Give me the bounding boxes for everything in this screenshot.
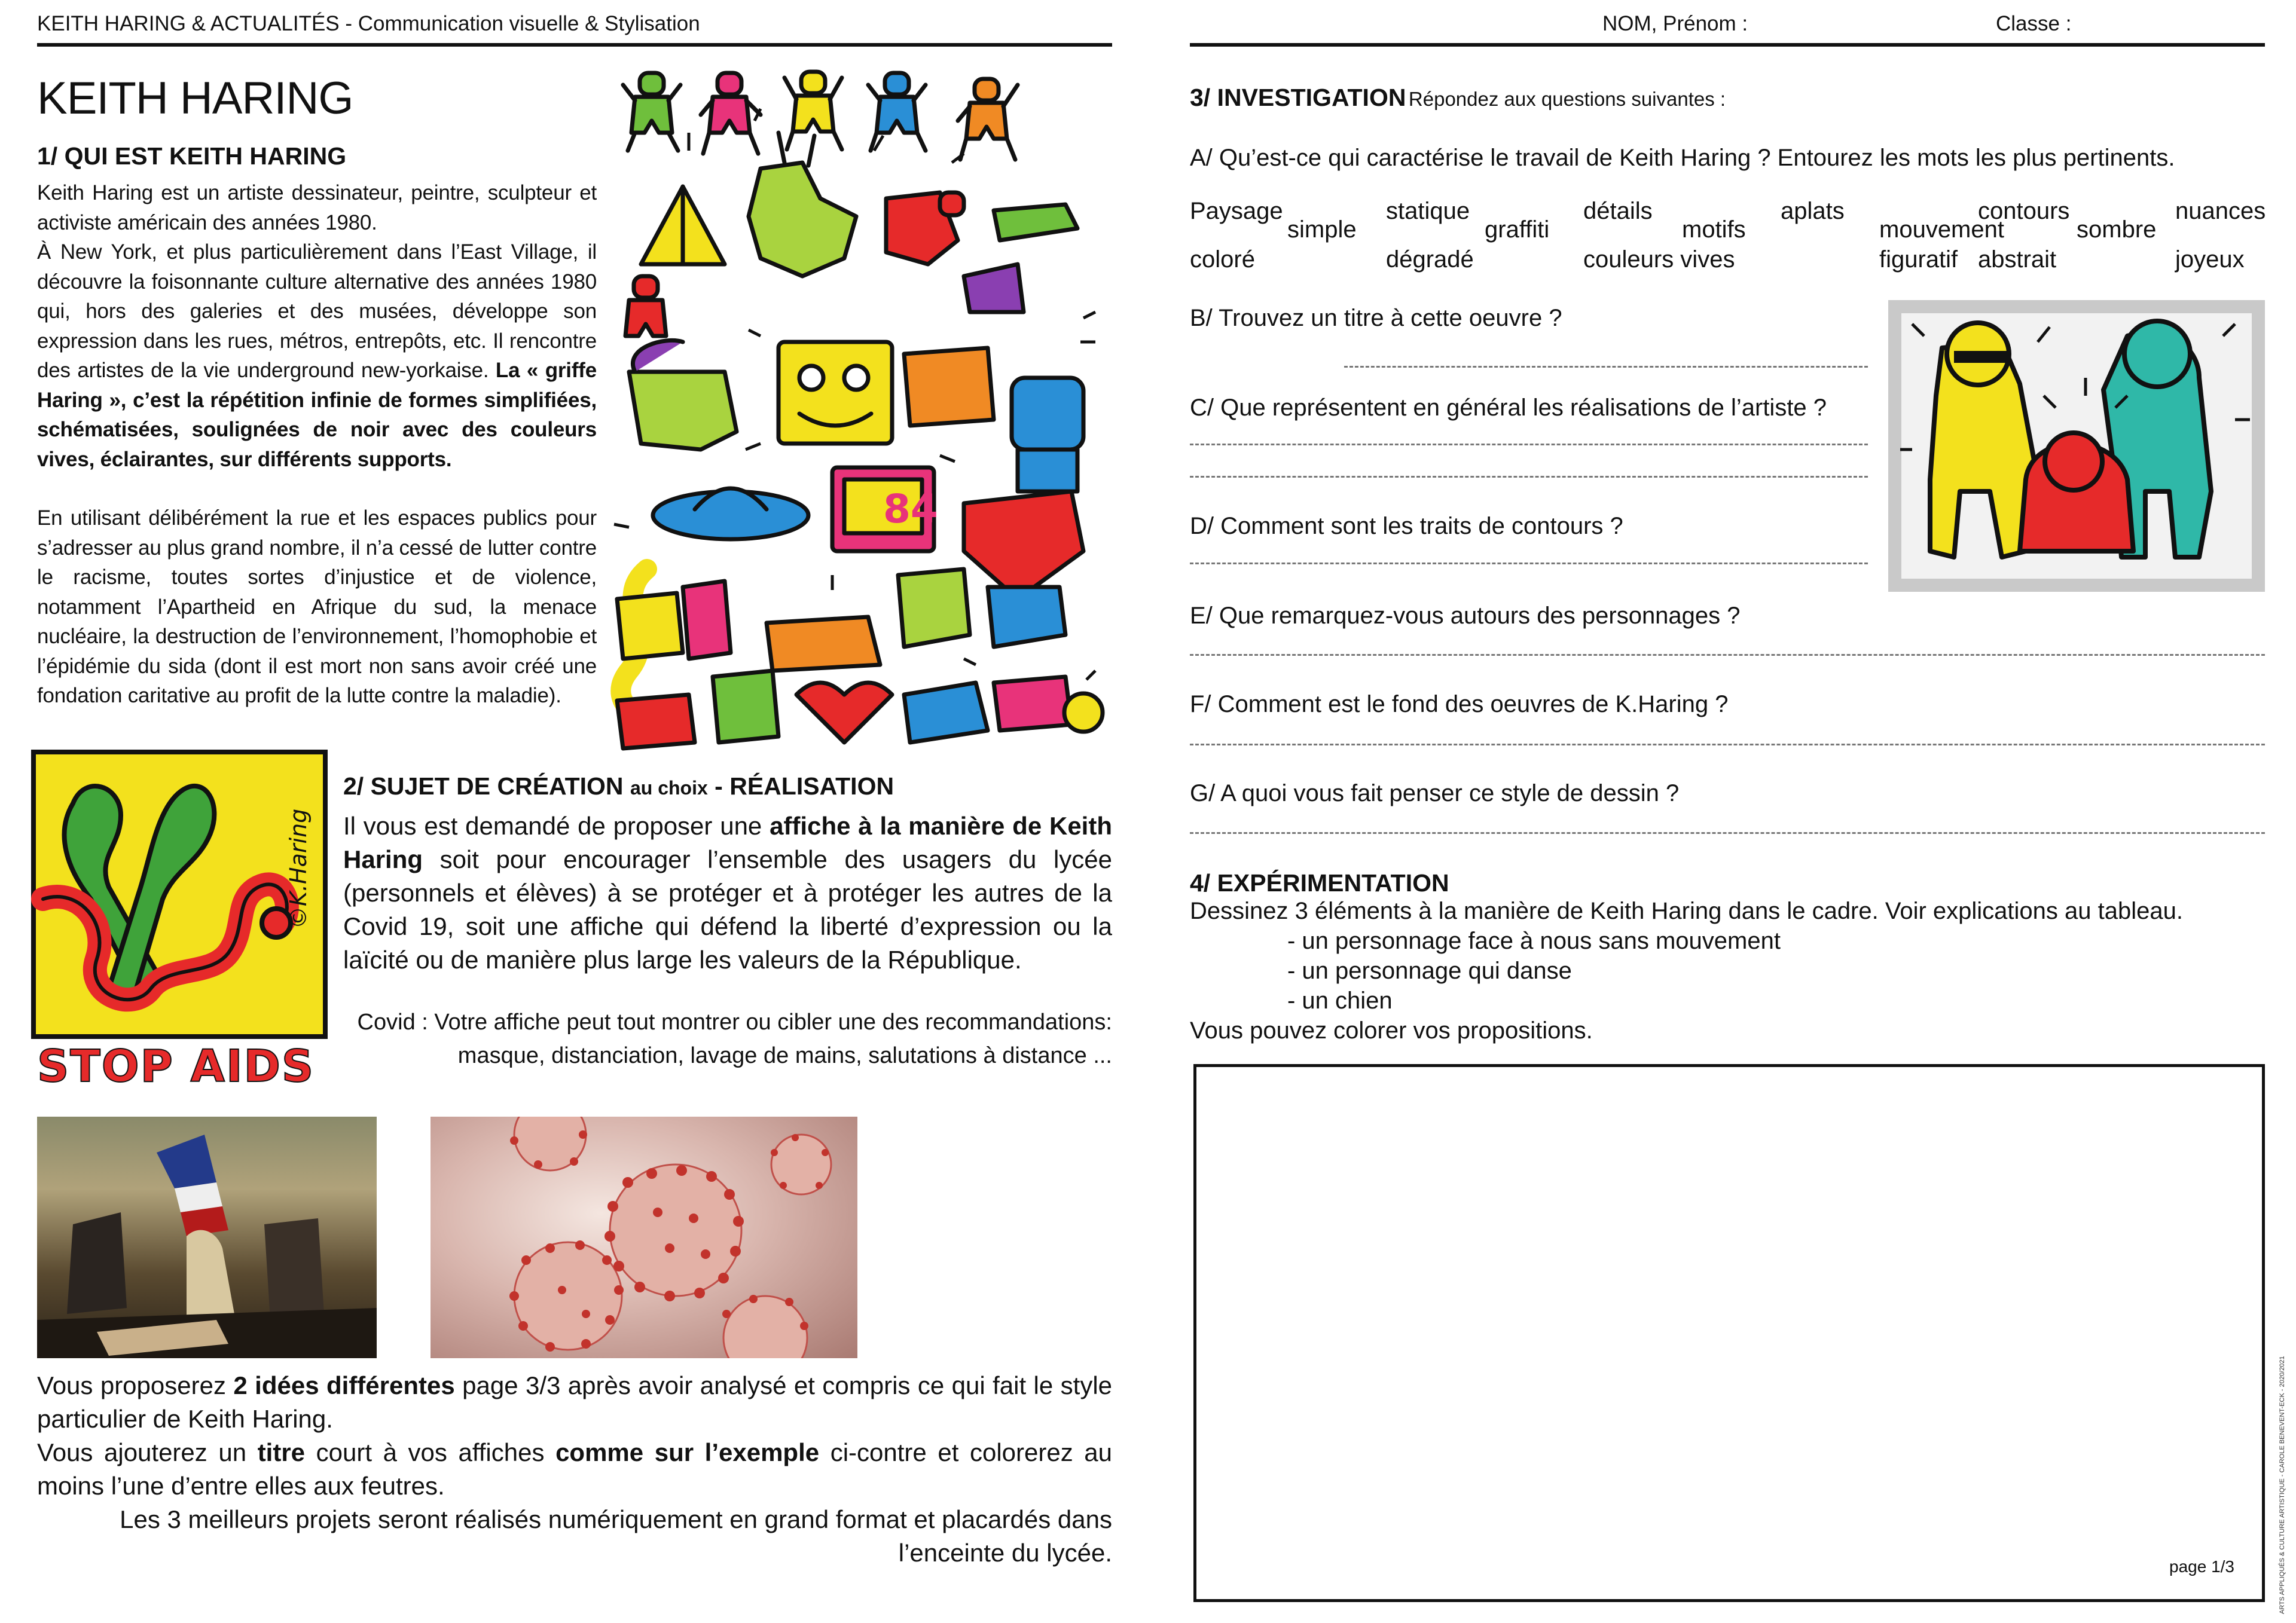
s2-b3: Les 3 meilleurs projets seront réalisés numériquement en grand format et placardés dans l’enceinte du lycée. xyxy=(120,1505,1112,1567)
stop-aids-svg xyxy=(31,750,328,1090)
section1-p1: Keith Haring est un artiste dessinateur, peintre, sculpteur et activiste américain des années 1980. xyxy=(37,181,597,234)
s2b2-a: Vous ajouterez un xyxy=(37,1438,258,1466)
word-sombre[interactable]: sombre xyxy=(2077,216,2157,243)
s2b2-e: ci-contre et colorerez au moins l’une d’entre elles aux feutres. xyxy=(37,1438,1113,1500)
word-contours[interactable]: contours xyxy=(1978,198,2070,224)
answer-line-g[interactable] xyxy=(1190,832,2265,834)
word-colore[interactable]: coloré xyxy=(1190,246,1255,273)
word-degrade[interactable]: dégradé xyxy=(1386,246,1474,273)
section4-outro: Vous pouvez colorer vos propositions. xyxy=(1190,1017,1593,1044)
section4-item-1: - un personnage face à nous sans mouvement xyxy=(1287,928,1781,954)
section1-heading: 1/ QUI EST KEITH HARING xyxy=(37,142,347,170)
section2-heading-tail: - RÉALISATION xyxy=(715,772,894,800)
s2-b1 xyxy=(37,1369,1112,1436)
section1-text xyxy=(37,178,597,711)
haring-collage-svg xyxy=(605,61,1115,753)
right-header-rule xyxy=(1190,43,2265,47)
section4-item-3: - un chien xyxy=(1287,988,1393,1014)
word-joyeux[interactable]: joyeux xyxy=(2175,246,2245,273)
liberty-painting-svg xyxy=(37,1117,377,1358)
answer-line-c2[interactable] xyxy=(1190,476,1868,478)
left-header-rule xyxy=(37,43,1112,47)
word-statique[interactable]: statique xyxy=(1386,198,1470,224)
s2b1-a: Vous proposerez xyxy=(37,1371,234,1399)
section2-heading xyxy=(343,771,894,803)
section1-p2 xyxy=(37,237,597,474)
question-g: G/ A quoi vous fait penser ce style de dessin ? xyxy=(1190,780,1680,806)
page-title: KEITH HARING xyxy=(37,73,353,124)
coronavirus-svg xyxy=(430,1117,857,1358)
s2-b2 xyxy=(37,1436,1112,1503)
covid-note: Covid : Votre affiche peut tout montrer ou cibler une des recommandations: masque, distanciation, lavage de mains, salutations à distance ... xyxy=(357,1010,1112,1068)
name-label: NOM, Prénom : xyxy=(1602,12,1748,35)
section1-p2-text: À New York, et plus particulièrement dans l’East Village, il découvre la foisonnante culture alternative des années 1980 qui, hors des galeries et des musées, développe son expression dans les rues, métros, entrepôts, etc. Il rencontre des artistes de la vie underground new-yorkaise. xyxy=(37,240,597,382)
word-mouvement[interactable]: mouvement xyxy=(1879,216,2004,243)
section4-intro: Dessinez 3 éléments à la manière de Keith Haring dans le cadre. Voir explications au tableau. xyxy=(1190,898,2183,924)
word-graffiti[interactable]: graffiti xyxy=(1485,216,1550,243)
s2p1-a: Il vous est demandé de proposer une xyxy=(343,812,770,840)
section2-bottom-text xyxy=(37,1369,1112,1570)
s2p1-c: soit pour encourager l’ensemble des usagers du lycée (personnels et élèves) à se protéger et à protéger les autres de la Covid 19, soit une affiche qui défend la liberté d’expression ou la laïcité ou de manière plus large les valeurs de la République. xyxy=(343,845,1112,974)
haring-collage-image xyxy=(605,61,1115,753)
drawing-frame[interactable] xyxy=(1193,1064,2265,1602)
class-label: Classe : xyxy=(1996,12,2072,35)
section4-item-2: - un personnage qui danse xyxy=(1287,958,1572,984)
section4-heading: 4/ EXPÉRIMENTATION xyxy=(1190,869,1449,897)
s2b2-b: titre xyxy=(257,1438,306,1466)
question-f: F/ Comment est le fond des oeuvres de K.Haring ? xyxy=(1190,691,1729,717)
stop-aids-poster xyxy=(31,750,328,1090)
credit-vertical: ARTS APPLIQUÉS & CULTURE ARTISTIQUE - CAROLE BENEVENT-ECK - 2020/2021 xyxy=(2279,1356,2286,1614)
s3-heading-main: 3/ INVESTIGATION xyxy=(1190,84,1406,111)
answer-line-c1[interactable] xyxy=(1190,444,1868,445)
s2b1-c: page 3/3 après avoir analysé et compris ce qui fait le style particulier de Keith Haring. xyxy=(37,1371,1113,1433)
collage-badge-text: 84 xyxy=(883,486,938,532)
word-figuratif[interactable]: figuratif xyxy=(1879,246,1958,273)
question-e: E/ Que remarquez-vous autours des personnages ? xyxy=(1190,603,1741,629)
answer-line-e[interactable] xyxy=(1190,654,2265,656)
word-nuances[interactable]: nuances xyxy=(2175,198,2266,224)
section2-heading-main: 2/ SUJET DE CRÉATION xyxy=(343,772,624,800)
word-motifs[interactable]: motifs xyxy=(1682,216,1746,243)
question-b: B/ Trouvez un titre à cette oeuvre ? xyxy=(1190,305,1562,331)
left-header: KEITH HARING & ACTUALITÉS - Communication visuelle & Stylisation xyxy=(37,12,700,35)
poster-signature: ©K.Haring xyxy=(285,808,312,929)
question-a: A/ Qu’est-ce qui caractérise le travail de Keith Haring ? Entourez les mots les plus pertinents. xyxy=(1190,145,2175,171)
section2-heading-small: au choix xyxy=(630,777,708,799)
section2-p1 xyxy=(343,809,1112,977)
section1-p3: En utilisant délibérément la rue et les espaces publics pour s’adresser au plus grand nombre, il n’a cessé de lutter contre le racisme, toutes sortes d’injustice et de violence, notamment l’Apartheid en Afrique du sud, la menace nucléaire, la destruction de l’environnement, l’homophobie et l’épidémie du sida (dont il est mort non sans avoir créé une fondation caritative au profit de la lutte contre la maladie). xyxy=(37,506,597,707)
word-abstrait[interactable]: abstrait xyxy=(1978,246,2057,273)
word-details[interactable]: détails xyxy=(1583,198,1653,224)
s2b1-b: 2 idées différentes xyxy=(233,1371,455,1399)
section3-heading xyxy=(1190,82,1726,112)
coronavirus-image xyxy=(430,1117,857,1358)
question-c: C/ Que représentent en général les réalisations de l’artiste ? xyxy=(1190,395,1827,421)
liberty-painting-image xyxy=(37,1117,377,1358)
section1-p2-bold: La « griffe Haring », c’est la répétition infinie de formes simplifiées, schématisées, soulignées de noir avec des couleurs vives, éclairantes, sur différents supports. xyxy=(37,359,597,471)
s2p1-b: affiche à la manière de Keith Haring xyxy=(343,812,1112,873)
word-paysage[interactable]: Paysage xyxy=(1190,198,1283,224)
question-d: D/ Comment sont les traits de contours ? xyxy=(1190,513,1623,539)
s3-heading-sub: Répondez aux questions suivantes : xyxy=(1408,88,1726,110)
s2b2-c: court à vos affiches xyxy=(305,1438,556,1466)
answer-line-f[interactable] xyxy=(1190,744,2265,745)
word-simple[interactable]: simple xyxy=(1287,216,1357,243)
haring-artwork-svg xyxy=(1888,300,2265,592)
poster-caption: STOP AIDS xyxy=(37,1041,315,1090)
s2b2-d: comme sur l’exemple xyxy=(555,1438,820,1466)
page-number: page 1/3 xyxy=(2169,1557,2234,1576)
answer-line-b[interactable] xyxy=(1344,366,1868,368)
haring-artwork-image xyxy=(1888,300,2265,592)
word-aplats[interactable]: aplats xyxy=(1781,198,1845,224)
answer-line-d[interactable] xyxy=(1190,563,1868,564)
word-couleurs-vives[interactable]: couleurs vives xyxy=(1583,246,1735,273)
